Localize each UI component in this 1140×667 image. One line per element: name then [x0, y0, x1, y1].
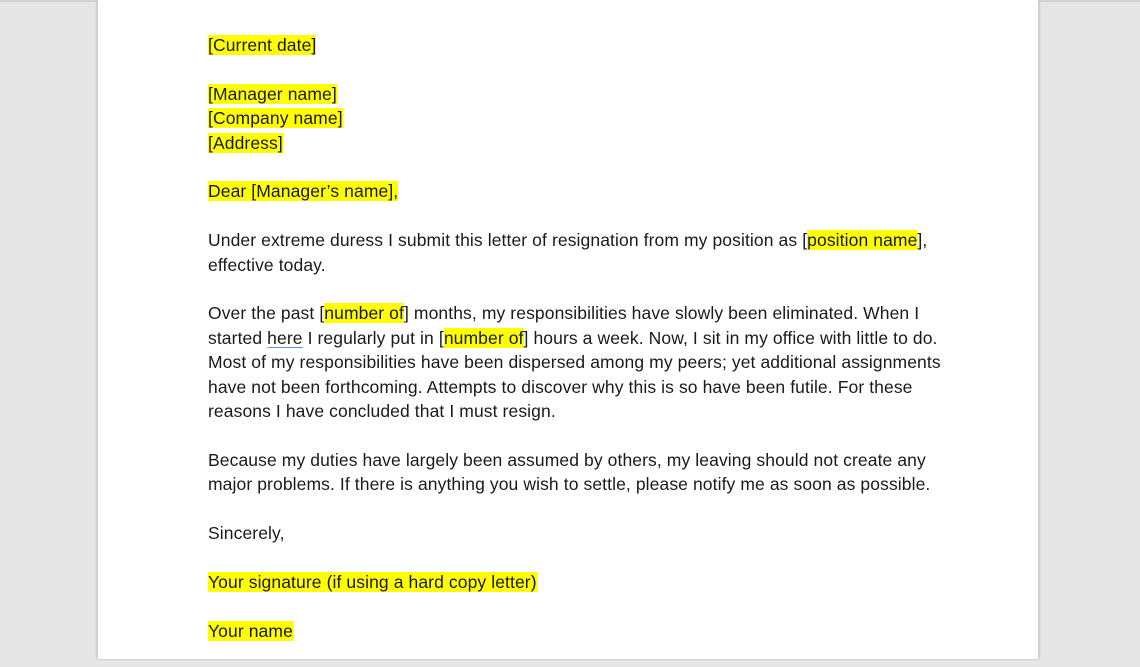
address-placeholder: [Address] [208, 132, 283, 153]
your-name-placeholder: Your name [208, 620, 293, 641]
p2-line-3: Most of my responsibilities have been dispersed among my peers; yet additional assignments [208, 352, 941, 373]
p1-text-a: Under extreme duress I submit this letter of resignation from my position as [ [208, 230, 808, 251]
p2-line-5: reasons I have concluded that I must resign. [208, 401, 556, 422]
months-number-placeholder: number of [324, 303, 404, 324]
current-date-placeholder: [Current date] [208, 35, 317, 55]
closing: Sincerely, [208, 523, 285, 544]
manager-name-placeholder: [Manager name] [208, 83, 337, 104]
signature-placeholder: Your signature (if using a hard copy letter) [208, 571, 537, 592]
closing-paragraph [208, 521, 938, 545]
p1-text-b: ], [917, 230, 928, 251]
p2-text-d: I regularly put in [ [302, 327, 444, 348]
paragraph-1 [208, 228, 938, 277]
position-name-placeholder: position name [807, 230, 918, 251]
p1-line-2: effective today. [208, 254, 326, 275]
p2-text-a: Over the past [ [208, 303, 325, 324]
p3-line-1: Because my duties have largely been assumed by others, my leaving should not create any [208, 449, 926, 470]
salutation-paragraph [208, 179, 938, 203]
p2-text-e: ] hours a week. Now, I sit in my office with little to do. [523, 327, 938, 348]
recipient-block [208, 82, 938, 155]
p2-text-b: ] months, my responsibilities have slowly been eliminated. When I [403, 303, 920, 324]
salutation: Dear [Manager’s name], [208, 181, 399, 202]
hours-number-placeholder: number of [443, 327, 524, 348]
document-page[interactable] [97, 0, 1039, 659]
p2-line-4: have not been forthcoming. Attempts to discover why this is so have been futile. For these [208, 376, 913, 397]
here-underlined-word[interactable]: here [267, 327, 303, 348]
company-name-placeholder: [Company name] [208, 108, 343, 129]
letter-body[interactable] [208, 33, 941, 667]
name-paragraph [208, 619, 938, 643]
p3-line-2: major problems. If there is anything you wish to settle, please notify me as soon as possible. [208, 474, 931, 495]
date-paragraph [208, 33, 938, 57]
paragraph-3 [208, 448, 938, 497]
p2-text-c: started [208, 327, 268, 348]
signature-paragraph [208, 570, 938, 594]
paragraph-2 [208, 301, 941, 423]
